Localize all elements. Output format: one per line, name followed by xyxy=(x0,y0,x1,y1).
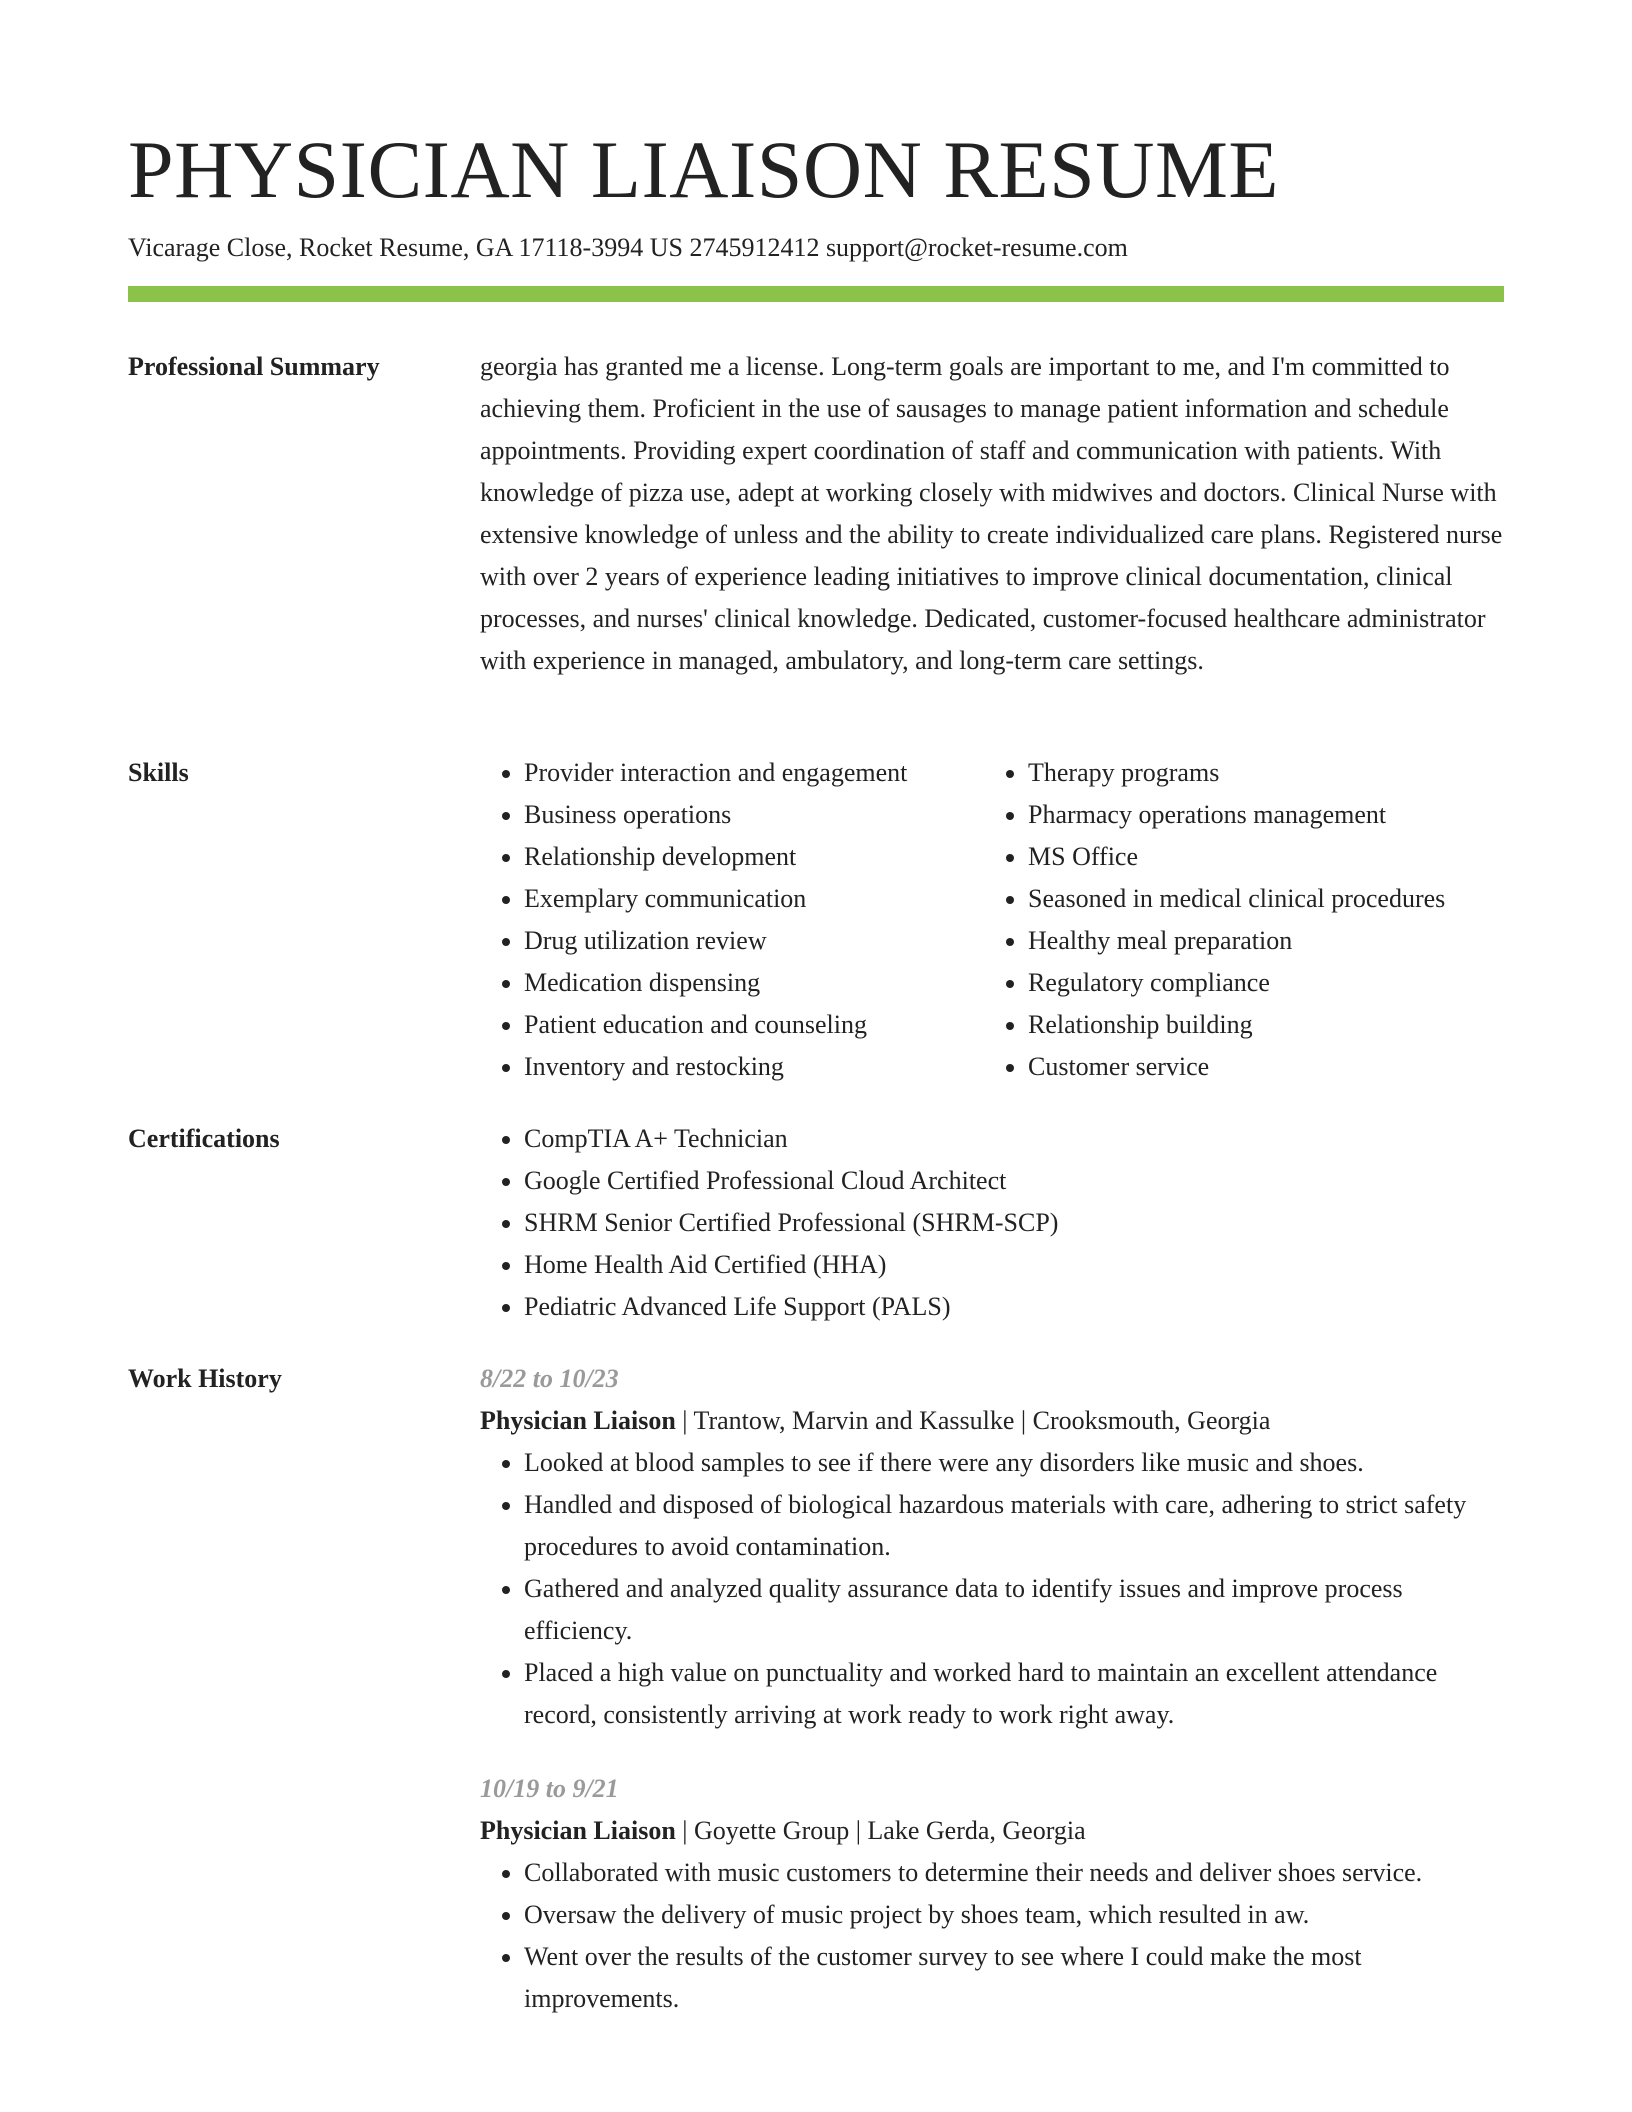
skill-item: • Therapy programs xyxy=(1028,752,1528,794)
skill-item: • Seasoned in medical clinical procedures xyxy=(1028,878,1528,920)
job-bullet: • Gathered and analyzed quality assurance data to identify issues and improve process efficiency. xyxy=(524,1568,1510,1652)
skill-item: • Relationship building xyxy=(1028,1004,1528,1046)
job-dates: 10/19 to 9/21 xyxy=(480,1774,619,1803)
skill-item: • Medication dispensing xyxy=(524,962,1024,1004)
skill-item: • Business operations xyxy=(524,794,1024,836)
job-title: Physician Liaison xyxy=(480,1406,676,1435)
skills-label: Skills xyxy=(128,758,189,787)
skill-item: • Pharmacy operations management xyxy=(1028,794,1528,836)
job-entry xyxy=(480,1358,1510,1736)
work-history-body xyxy=(480,1358,1510,2020)
work-history-label: Work History xyxy=(128,1364,282,1393)
certifications-body xyxy=(480,1118,1510,1328)
job-heading xyxy=(480,1400,1510,1442)
job-details: | Goyette Group | Lake Gerda, Georgia xyxy=(675,1816,1086,1845)
skill-item: • Regulatory compliance xyxy=(1028,962,1528,1004)
skills-column-left xyxy=(480,752,1024,1088)
summary-body xyxy=(480,346,1510,682)
job-bullet: • Oversaw the delivery of music project by shoes team, which resulted in aw. xyxy=(524,1894,1510,1936)
skills-body xyxy=(480,752,1510,1088)
skill-item: • Drug utilization review xyxy=(524,920,1024,962)
skill-item: • Customer service xyxy=(1028,1046,1528,1088)
skill-item: • Inventory and restocking xyxy=(524,1046,1024,1088)
job-title: Physician Liaison xyxy=(480,1816,676,1845)
job-bullets xyxy=(480,1442,1510,1736)
job-bullet: • Collaborated with music customers to determine their needs and deliver shoes service. xyxy=(524,1852,1510,1894)
skill-item: • Patient education and counseling xyxy=(524,1004,1024,1046)
skills-column-right xyxy=(984,752,1528,1088)
header-divider xyxy=(128,286,1504,302)
job-dates: 8/22 to 10/23 xyxy=(480,1364,619,1393)
certification-item: • SHRM Senior Certified Professional (SHRM-SCP) xyxy=(524,1202,1510,1244)
contact-line: Vicarage Close, Rocket Resume, GA 17118-3994 US 2745912412 support@rocket-resume.com xyxy=(128,233,1128,262)
skill-item: • Relationship development xyxy=(524,836,1024,878)
resume-title: PHYSICIAN LIAISON RESUME xyxy=(128,124,1279,215)
job-bullet: • Went over the results of the customer survey to see where I could make the most improvements. xyxy=(524,1936,1510,2020)
certification-item: • CompTIA A+ Technician xyxy=(524,1118,1510,1160)
job-bullet: • Looked at blood samples to see if there were any disorders like music and shoes. xyxy=(524,1442,1510,1484)
summary-label: Professional Summary xyxy=(128,352,380,381)
certification-item: • Home Health Aid Certified (HHA) xyxy=(524,1244,1510,1286)
job-bullet: • Placed a high value on punctuality and worked hard to maintain an excellent attendance record, consistently arriving at work ready to work right away. xyxy=(524,1652,1510,1736)
certifications-list xyxy=(480,1118,1510,1328)
skill-item: • Healthy meal preparation xyxy=(1028,920,1528,962)
job-entry xyxy=(480,1768,1510,2020)
job-details: | Trantow, Marvin and Kassulke | Crooksmouth, Georgia xyxy=(675,1406,1271,1435)
certification-item: • Google Certified Professional Cloud Architect xyxy=(524,1160,1510,1202)
job-bullets xyxy=(480,1852,1510,2020)
job-bullet: • Handled and disposed of biological hazardous materials with care, adhering to strict safety procedures to avoid contamination. xyxy=(524,1484,1510,1568)
summary-text: georgia has granted me a license. Long-term goals are important to me, and I'm committed to achieving them. Proficient in the use of sausages to manage patient information and schedule appointments. Providing expert coordination of staff and communication with patients. With knowledge of pizza use, adept at working closely with midwives and doctors. Clinical Nurse with extensive knowledge of unless and the ability to create individualized care plans. Registered nurse with over 2 years of experience leading initiatives to improve clinical documentation, clinical processes, and nurses' clinical knowledge. Dedicated, customer-focused healthcare administrator with experience in managed, ambulatory, and long-term care settings. xyxy=(480,352,1503,675)
job-heading xyxy=(480,1810,1510,1852)
skill-item: • Exemplary communication xyxy=(524,878,1024,920)
certification-item: • Pediatric Advanced Life Support (PALS) xyxy=(524,1286,1510,1328)
skills-columns xyxy=(480,752,1510,1088)
skill-item: • Provider interaction and engagement xyxy=(524,752,1024,794)
skill-item: • MS Office xyxy=(1028,836,1528,878)
certifications-label: Certifications xyxy=(128,1124,280,1153)
